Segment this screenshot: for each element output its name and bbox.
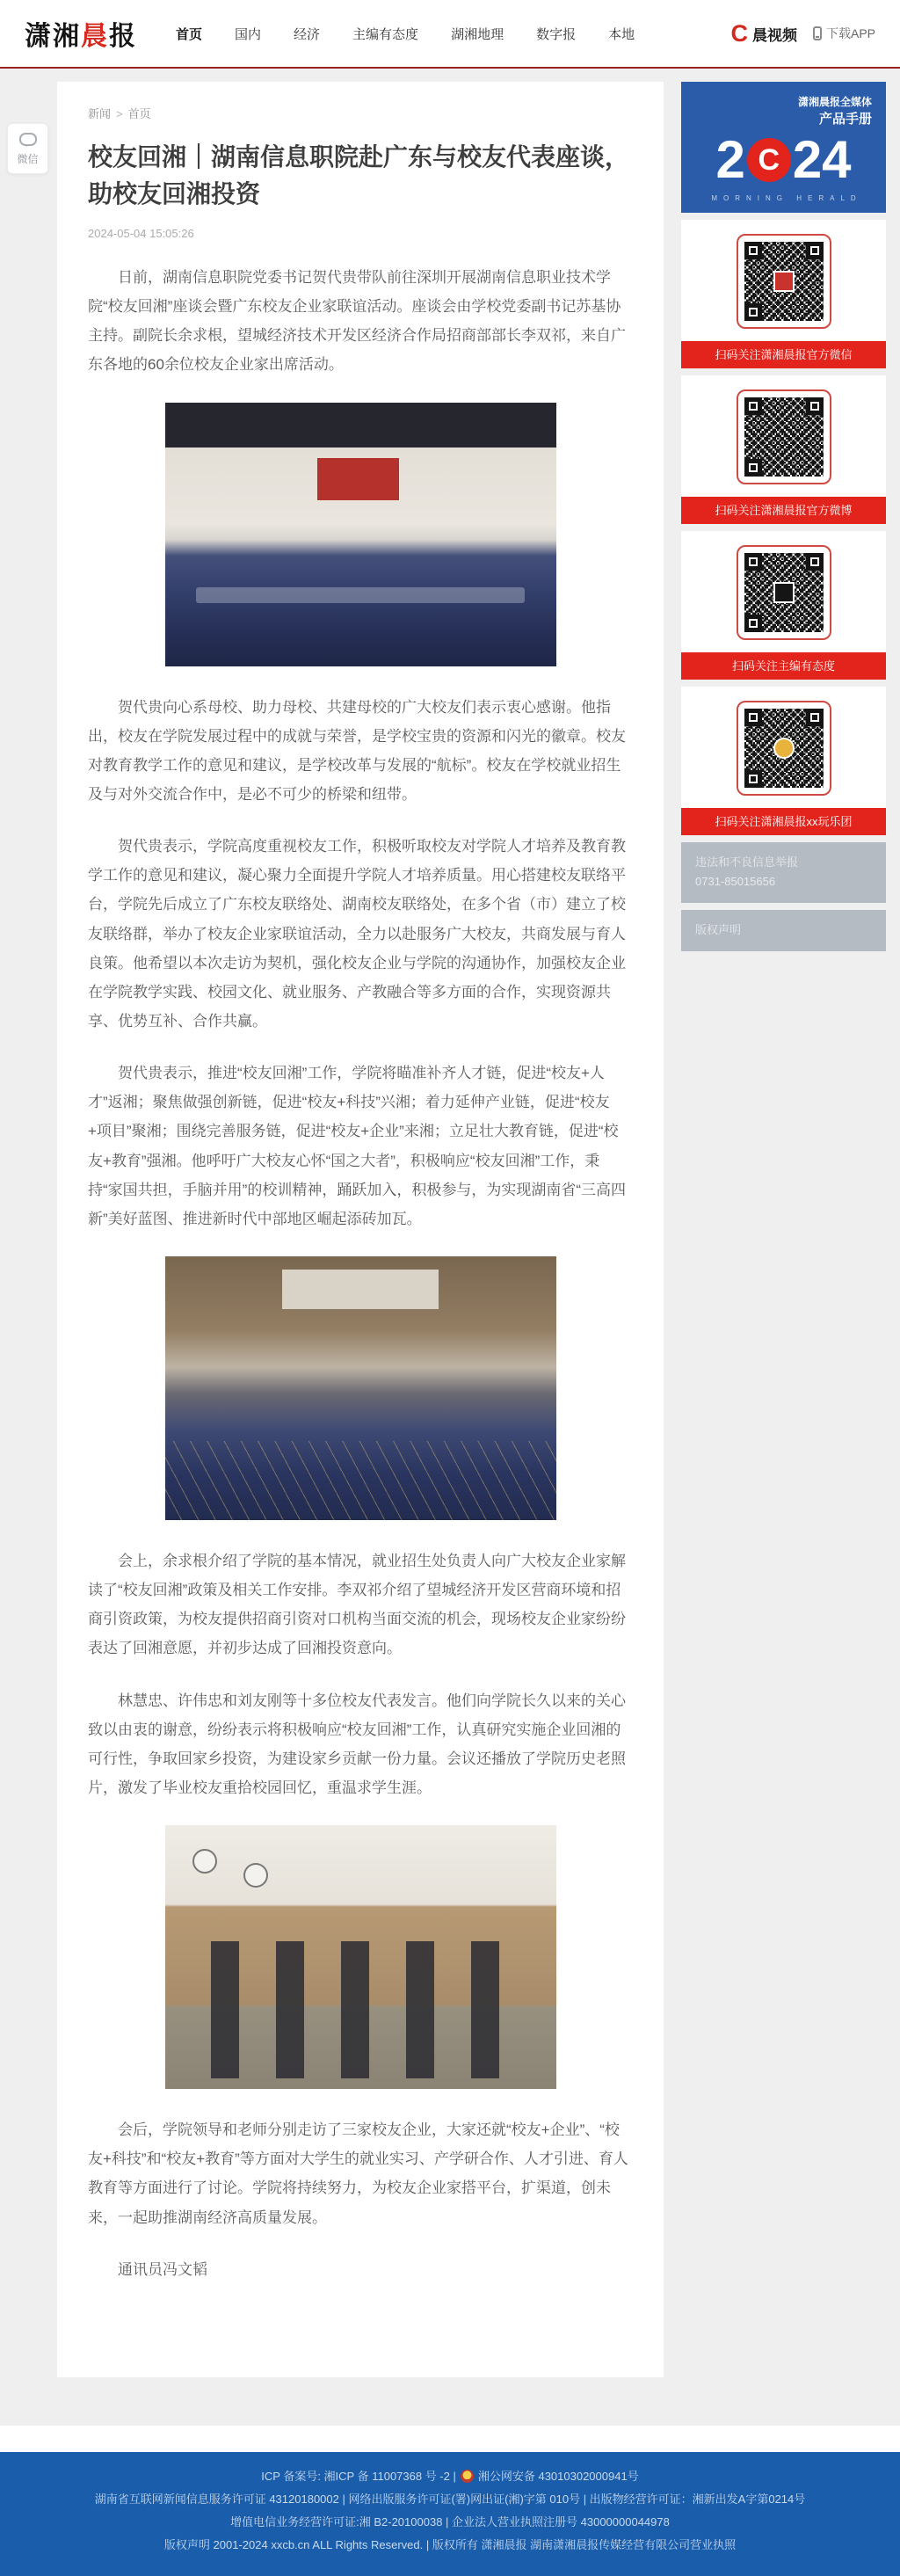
wechat-share-button[interactable] xyxy=(7,123,48,174)
qr-finder-icon xyxy=(806,397,824,415)
qr-finder-icon xyxy=(744,770,762,788)
qr-finder-icon xyxy=(744,553,762,571)
nav-item-editor-attitude[interactable]: 主编有态度 xyxy=(352,26,419,42)
footer-security-text: 湘公网安备 43010302000941号 xyxy=(477,2469,639,2483)
article-paragraph: 贺代贵向心系母校、助力母校、共建母校的广大校友们表示衷心感谢。他指出，校友在学院发展过程中的成就与荣誉，是学校宝贵的资源和闪光的徽章。校友对教育教学工作的意见和建议，是学校改革与发展的“航标”。校友在学校就业招生及与对外交流合作中，是必不可少的桥梁和纽带。 xyxy=(88,698,626,803)
qr-caption-fun-club: 扫码关注潇湘晨报xx玩乐团 xyxy=(681,808,886,835)
banner-subtitle: MORNING HERALD xyxy=(711,193,862,202)
article-paragraph: 会上，余求根介绍了学院的基本情况，就业招生处负责人向广大校友企业家解读了“校友回湘”政策及相关工作安排。李双祁介绍了望城经济开发区营商环境和招商引资政策，为校友提供招商引资对口机构当面交流的机会，现场校友企业家纷纷表达了回湘意愿，并初步达成了回湘投资意向。 xyxy=(88,1552,626,1657)
qr-finder-icon xyxy=(744,709,762,726)
article-title: 校友回湘｜湖南信息职院赴广东与校友代表座谈，助校友回湘投资 xyxy=(88,143,630,207)
footer-line-copyright: 版权声明 2001-2024 xxcb.cn ALL Rights Reserved. | 版权所有 潇湘晨报 湖南潇湘晨报传媒经营有限公司营业执照 xyxy=(163,2537,737,2551)
article xyxy=(57,82,664,2377)
qr-finder-icon xyxy=(744,397,762,415)
banner-c-logo-icon: C xyxy=(747,138,791,182)
article-paragraph: 林慧忠、许伟忠和刘友刚等十多位校友代表发言。他们向学院长久以来的关心致以由衷的谢意，纷纷表示将积极响应“校友回湘”工作，认真研究实施企业回湘的可行性，争取回家乡投资，为建设家乡贡献一份力量。会议还播放了学院历史老照片，激发了毕业校友重拾校园回忆，重温求学生涯。 xyxy=(88,1692,626,1796)
public-security-badge-icon xyxy=(461,2470,474,2483)
qr-card-editor-attitude xyxy=(681,531,886,680)
logo-part-bao: 报 xyxy=(109,22,137,51)
fun-club-qr-code xyxy=(737,701,831,796)
site-header xyxy=(0,0,900,67)
nav-item-home[interactable]: 首页 xyxy=(176,26,203,42)
qr-card-wechat xyxy=(681,220,886,368)
page-main xyxy=(0,69,900,2426)
report-phone: 0731-85015656 xyxy=(695,875,776,889)
article-date: 2024-05-04 15:05:26 xyxy=(88,227,194,240)
qr-center-logo-icon xyxy=(773,738,795,759)
qr-center-logo-icon xyxy=(773,582,795,603)
article-author: 通讯员冯文韬 xyxy=(118,2260,207,2278)
nav-item-digital-paper[interactable]: 数字报 xyxy=(536,26,577,42)
article-paragraph: 贺代贵表示，推进“校友回湘”工作，学院将瞄准补齐人才链，促进“校友+人才”返湘；聚焦做强创新链，促进“校友+科技”兴湘；着力延伸产业链，促进“校友+项目”聚湘；围绕完善服务链，促进“校友+企业”来湘；立足壮大教育链，促进“校友+教育”强湘。他呼吁广大校友心怀“国之大者”，积极响应“校友回湘”工作，秉持“家国共担，手脑并用”的校训精神，踊跃加入，积极参与，为实现湖南省“三高四新”美好蓝图、推进新时代中部地区崛起添砖加瓦。 xyxy=(88,1065,626,1227)
qr-finder-icon xyxy=(806,709,824,726)
qr-caption-weibo: 扫码关注潇湘晨报官方微博 xyxy=(681,497,886,524)
qr-finder-icon xyxy=(806,242,824,259)
breadcrumb-page[interactable]: 首页 xyxy=(127,107,151,120)
main-nav xyxy=(176,25,635,43)
breadcrumb-section[interactable]: 新闻 xyxy=(88,107,112,120)
breadcrumb xyxy=(88,105,633,121)
article-paragraph: 会后，学院领导和老师分别走访了三家校友企业，大家还就“校友+企业”、“校友+科技”和“校友+教育”等方面对大学生的就业实习、产学研合作、人才引进、育人教育等方面进行了讨论。学院将持续努力，为校友企业家搭平台，扩渠道，创未来，一起助推湖南经济高质量发展。 xyxy=(88,2121,628,2226)
nav-item-huxiang-geography[interactable]: 湖湘地理 xyxy=(451,26,504,42)
banner-tag-handbook: 产品手册 xyxy=(818,112,872,127)
article-photo-group xyxy=(165,1256,556,1520)
footer-line-licenses-1: 湖南省互联网新闻信息服务许可证 43120180002 | 网络出版服务许可证(署)网出证(湘)字第 010号 | 出版物经营许可证：湘新出发A字第0214号 xyxy=(94,2492,806,2506)
sidebar xyxy=(681,82,886,958)
footer-line-icp xyxy=(9,2465,891,2488)
article-paragraph: 日前，湖南信息职院党委书记贺代贵带队前往深圳开展湖南信息职业技术学院“校友回湘”座谈会暨广东校友企业家联谊活动。座谈会由学校党委副书记苏基协主持。副院长余求根，望城经济技术开发区经济合作局招商部部长李双祁，来自广东各地的60余位校友企业家出席活动。 xyxy=(88,269,626,374)
chen-video-c-icon: C xyxy=(730,19,748,47)
editor-attitude-qr-code xyxy=(737,545,831,640)
banner-tags xyxy=(695,94,872,130)
download-app-link[interactable] xyxy=(813,25,875,42)
copyright-statement-box[interactable]: 版权声明 xyxy=(681,910,886,951)
nav-item-domestic[interactable]: 国内 xyxy=(235,26,262,42)
article-paragraph: 贺代贵表示，学院高度重视校友工作，积极听取校友对学院人才培养及教育教学工作的意见和建议，凝心聚力全面提升学院人才培养质量。用心搭建校友联络平台，学院先后成立了广东校友联络处、湖南校友联络处，在多个省（市）建立了校友联络群，举办了校友企业家联谊活动，全力以赴服务广大校友，共商发展与育人良策。他希望以本次走访为契机，强化校友企业与学院的沟通协作，加强校友企业在学院教学实践、校园文化、就业服务、产教融合等多方面的合作，实现资源共享、优势互补、合作共赢。 xyxy=(88,838,626,1030)
report-label: 违法和不良信息举报 xyxy=(695,855,799,869)
logo-part-xiaoxiang: 潇湘 xyxy=(25,22,81,51)
site-footer xyxy=(0,2452,900,2576)
qr-finder-icon xyxy=(744,242,762,259)
article-photo-meeting-room xyxy=(165,403,556,666)
wechat-share-label: 微信 xyxy=(17,153,39,165)
qr-center-logo-icon xyxy=(773,271,795,292)
chen-video-label: 晨视频 xyxy=(751,26,797,44)
banner-tag-media: 潇湘晨报全媒体 xyxy=(797,96,872,108)
banner-year-pre: 2 xyxy=(715,129,745,189)
qr-finder-icon xyxy=(806,553,824,571)
qr-card-weibo xyxy=(681,375,886,524)
footer-line-licenses-2: 增值电信业务经营许可证:湘 B2-20100038 | 企业法人营业执照注册号 43000000044978 xyxy=(230,2514,670,2529)
phone-icon xyxy=(813,26,822,40)
qr-finder-icon xyxy=(744,615,762,632)
banner-year-2024 xyxy=(695,129,872,189)
product-handbook-banner[interactable] xyxy=(681,82,886,213)
footer-icp-text: ICP 备案号: 湘ICP 备 11007368 号 -2 | xyxy=(261,2469,456,2483)
logo-part-chen: 晨 xyxy=(81,22,109,51)
article-photo-company-visit xyxy=(165,1825,556,2089)
qr-card-fun-club xyxy=(681,687,886,835)
weibo-qr-code xyxy=(737,389,831,484)
qr-finder-icon xyxy=(744,459,762,477)
site-logo[interactable] xyxy=(25,14,137,53)
header-right xyxy=(730,19,875,47)
illegal-report-box[interactable] xyxy=(681,842,886,904)
wechat-icon xyxy=(19,133,37,146)
chen-video-link[interactable] xyxy=(730,19,797,47)
nav-item-local[interactable]: 本地 xyxy=(608,26,635,42)
breadcrumb-separator: > xyxy=(116,107,123,120)
qr-caption-editor-attitude: 扫码关注主编有态度 xyxy=(681,652,886,680)
qr-caption-wechat: 扫码关注潇湘晨报官方微信 xyxy=(681,341,886,368)
banner-year-post: 24 xyxy=(792,129,852,189)
wechat-qr-code xyxy=(737,234,831,329)
nav-item-economy[interactable]: 经济 xyxy=(294,26,321,42)
download-app-label: 下载APP xyxy=(825,26,875,40)
qr-finder-icon xyxy=(744,303,762,321)
